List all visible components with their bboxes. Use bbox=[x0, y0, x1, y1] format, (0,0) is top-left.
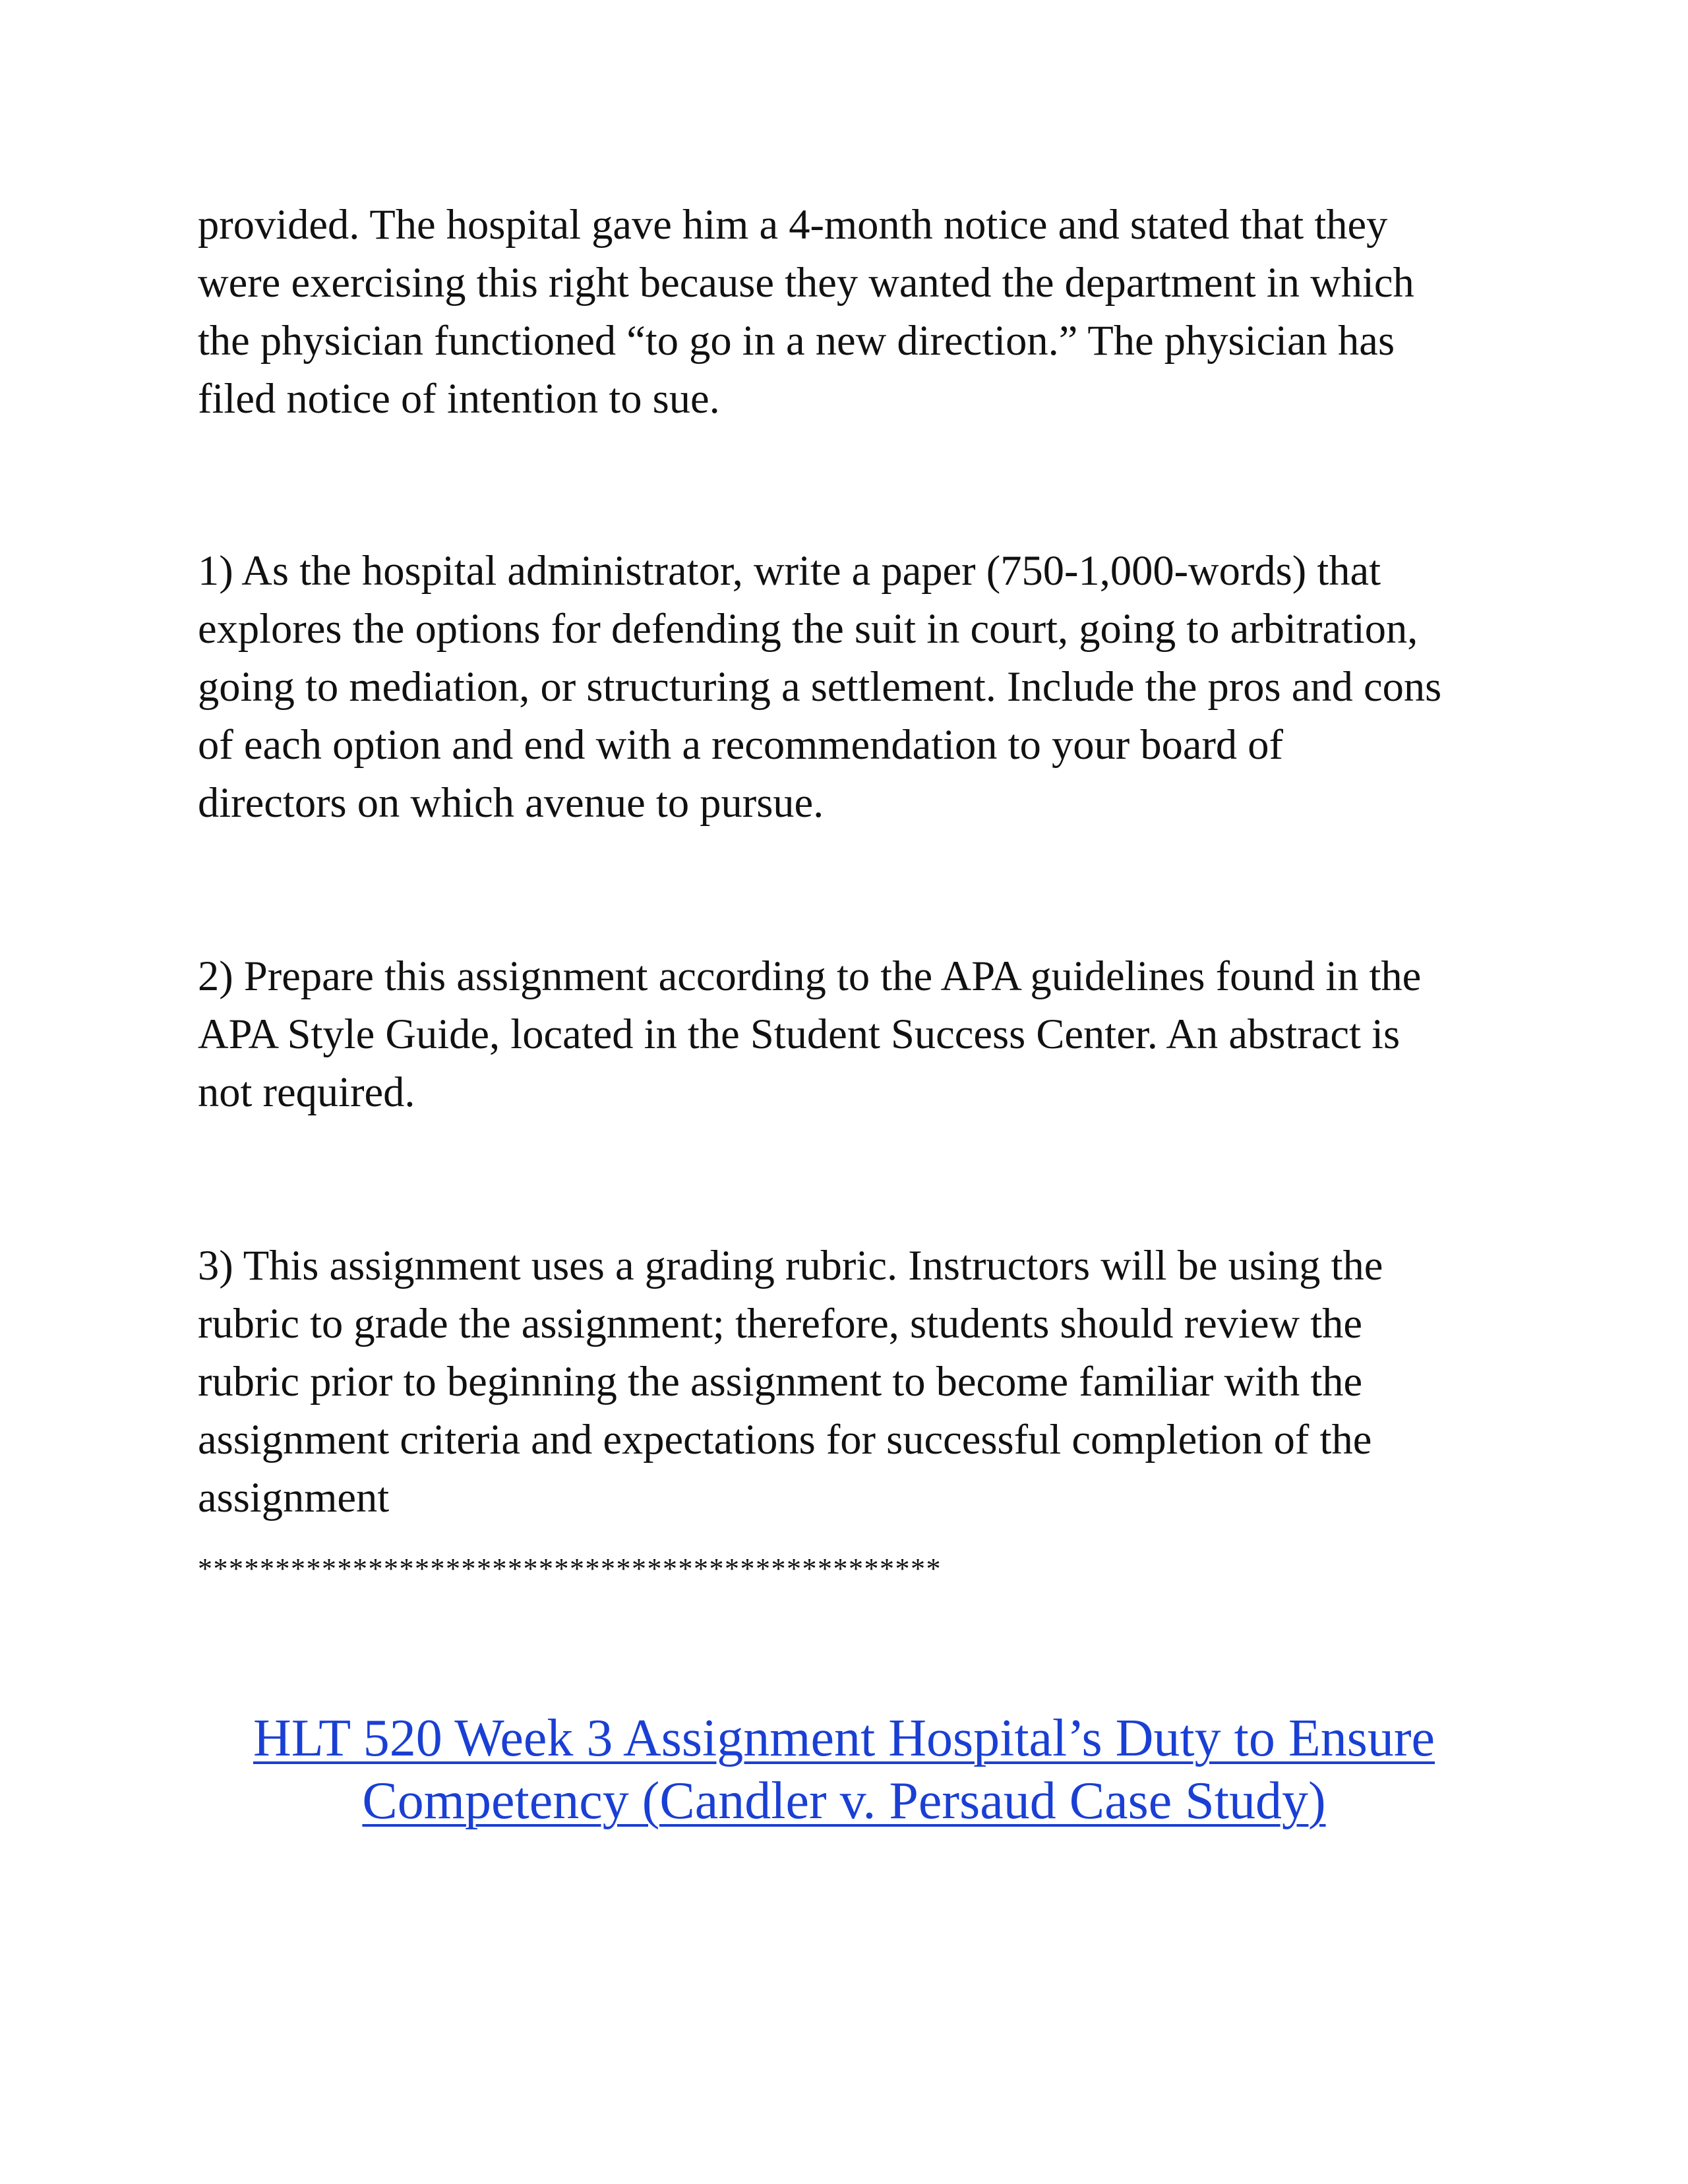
paragraph-item-3: 3) This assignment uses a grading rubric. Instructors will be using the rubric to grade the assignment; therefore, students should review the rubric prior to beginning the assignment to become familiar with the assignment criteria and expectations for successful completion of the assignment bbox=[198, 1242, 1383, 1521]
assignment-title-link[interactable]: HLT 520 Week 3 Assignment Hospital’s Duty to Ensure Competency (Candler v. Persaud Case Study) bbox=[253, 1709, 1435, 1830]
paragraph-item-1: 1) As the hospital administrator, write a paper (750-1,000-words) that explores the options for defending the suit in court, going to arbitration, going to mediation, or structuring a settlement. Include the pros and cons of each option and end with a recommendation to your board of directors on which avenue to pursue. bbox=[198, 547, 1442, 826]
paragraph-continued: provided. The hospital gave him a 4-month notice and stated that they were exercising this right because they wanted the department in which the physician functioned “to go in a new direction.” The physician has filed notice of intention to sue. bbox=[198, 201, 1414, 422]
paragraph-item-2: 2) Prepare this assignment according to the APA guidelines found in the APA Style Guide, located in the Student Success Center. An abstract is not required. bbox=[198, 953, 1422, 1115]
asterisk-separator: ************************************************ bbox=[198, 1552, 942, 1585]
